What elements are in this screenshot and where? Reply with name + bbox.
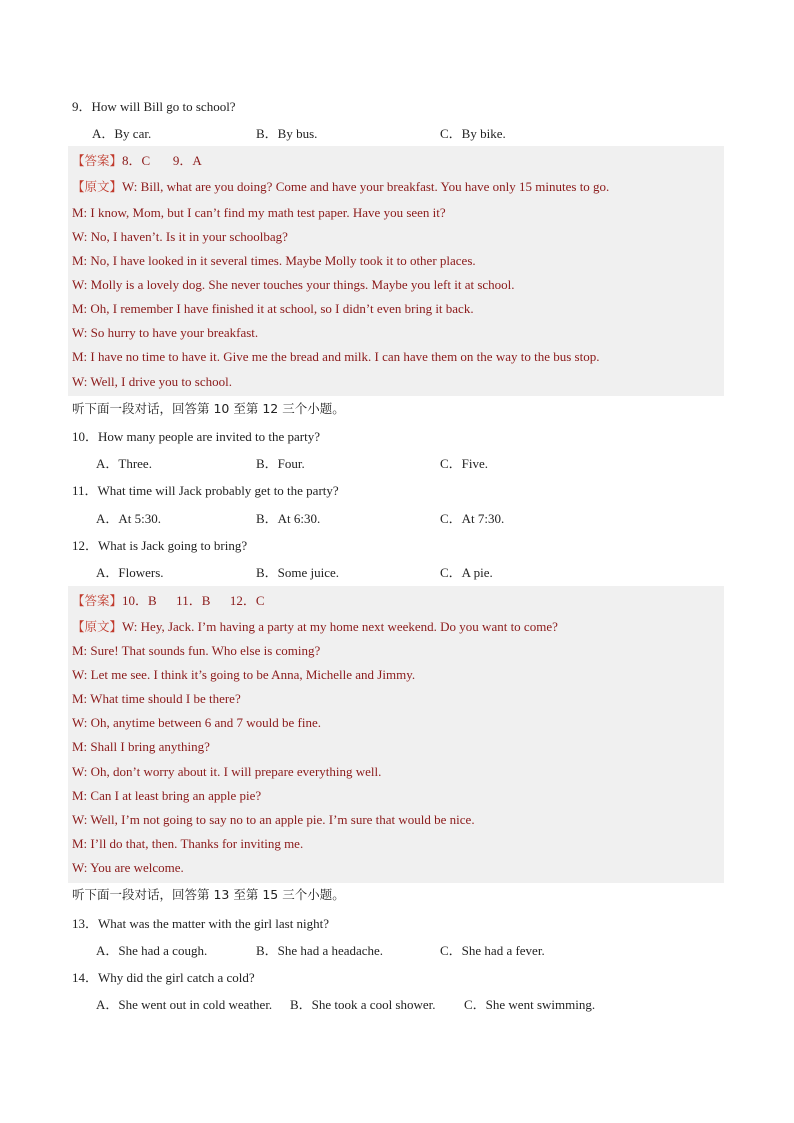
q13-option-b: B．She had a headache. (256, 943, 384, 958)
transcript-label: 【原文】 (72, 619, 123, 634)
question-10: 10．How many people are invited to the party? (72, 429, 321, 444)
transcript-line: M: Sure! That sounds fun. Who else is coming? (72, 643, 321, 658)
q13-option-c: C．She had a fever. (440, 943, 545, 958)
transcript-line: M: What time should I be there? (72, 691, 241, 706)
transcript-line: M: I’ll do that, then. Thanks for inviting me. (72, 836, 304, 851)
q12-option-b: B．Some juice. (256, 565, 340, 580)
transcript-line: W: Well, I drive you to school. (72, 374, 232, 389)
transcript-line: W: Oh, anytime between 6 and 7 would be fine. (72, 715, 321, 730)
transcript-line: W: Well, I’m not going to say no to an apple pie. I’m sure that would be nice. (72, 812, 475, 827)
q14-option-a: A．She went out in cold weather. (96, 997, 273, 1012)
section-instruction: 听下面一段对话，回答第 10 至第 12 三个小题。 (72, 401, 345, 416)
question-12: 12．What is Jack going to bring? (72, 538, 248, 553)
q9-option-c: C．By bike. (440, 126, 506, 141)
question-11: 11．What time will Jack probably get to the party? (72, 483, 339, 498)
answer-text: 10．B 11．B 12．C (122, 593, 265, 608)
transcript-line: M: I have no time to have it. Give me the bread and milk. I can have them on the way to the bus stop. (72, 349, 600, 364)
answer-line-2 (72, 590, 265, 609)
q9-option-a: A．By car. (92, 126, 152, 141)
q14-option-b: B．She took a cool shower. (290, 997, 436, 1012)
answer-label: 【答案】 (72, 153, 123, 168)
q13-option-a: A．She had a cough. (96, 943, 208, 958)
transcript-line: M: I know, Mom, but I can’t find my math test paper. Have you seen it? (72, 205, 446, 220)
transcript-line: W: Let me see. I think it’s going to be Anna, Michelle and Jimmy. (72, 667, 416, 682)
q12-option-c: C．A pie. (440, 565, 493, 580)
transcript-label: 【原文】 (72, 179, 123, 194)
transcript-line: 【原文】W: Bill, what are you doing? Come and have your breakfast. You have only 15 minutes to go. (72, 179, 610, 194)
q11-option-b: B．At 6:30. (256, 511, 321, 526)
question-14: 14．Why did the girl catch a cold? (72, 970, 255, 985)
section-instruction: 听下面一段对话，回答第 13 至第 15 三个小题。 (72, 887, 345, 902)
transcript-line: W: No, I haven’t. Is it in your schoolbag? (72, 229, 288, 244)
question-13: 13．What was the matter with the girl last night? (72, 916, 330, 931)
q12-option-a: A．Flowers. (96, 565, 164, 580)
answer-line-1 (72, 150, 202, 169)
transcript-line: W: Oh, don’t worry about it. I will prepare everything well. (72, 764, 382, 779)
transcript-line: W: You are welcome. (72, 860, 184, 875)
answer-label: 【答案】 (72, 593, 123, 608)
transcript-line: W: Molly is a lovely dog. She never touches your things. Maybe you left it at school. (72, 277, 515, 292)
q11-option-c: C．At 7:30. (440, 511, 505, 526)
transcript-line: W: So hurry to have your breakfast. (72, 325, 259, 340)
q9-option-b: B．By bus. (256, 126, 318, 141)
transcript-line: M: No, I have looked in it several times. Maybe Molly took it to other places. (72, 253, 476, 268)
question-9: 9．How will Bill go to school? (72, 99, 236, 114)
q10-option-c: C．Five. (440, 456, 489, 471)
transcript-line: M: Can I at least bring an apple pie? (72, 788, 262, 803)
q11-option-a: A．At 5:30. (96, 511, 162, 526)
q10-option-b: B．Four. (256, 456, 305, 471)
transcript-line: M: Oh, I remember I have finished it at school, so I didn’t even bring it back. (72, 301, 474, 316)
q10-option-a: A．Three. (96, 456, 152, 471)
transcript-line: M: Shall I bring anything? (72, 739, 210, 754)
transcript-line: 【原文】W: Hey, Jack. I’m having a party at my home next weekend. Do you want to come? (72, 619, 558, 634)
answer-text: 8．C 9．A (122, 153, 202, 168)
q14-option-c: C．She went swimming. (464, 997, 596, 1012)
